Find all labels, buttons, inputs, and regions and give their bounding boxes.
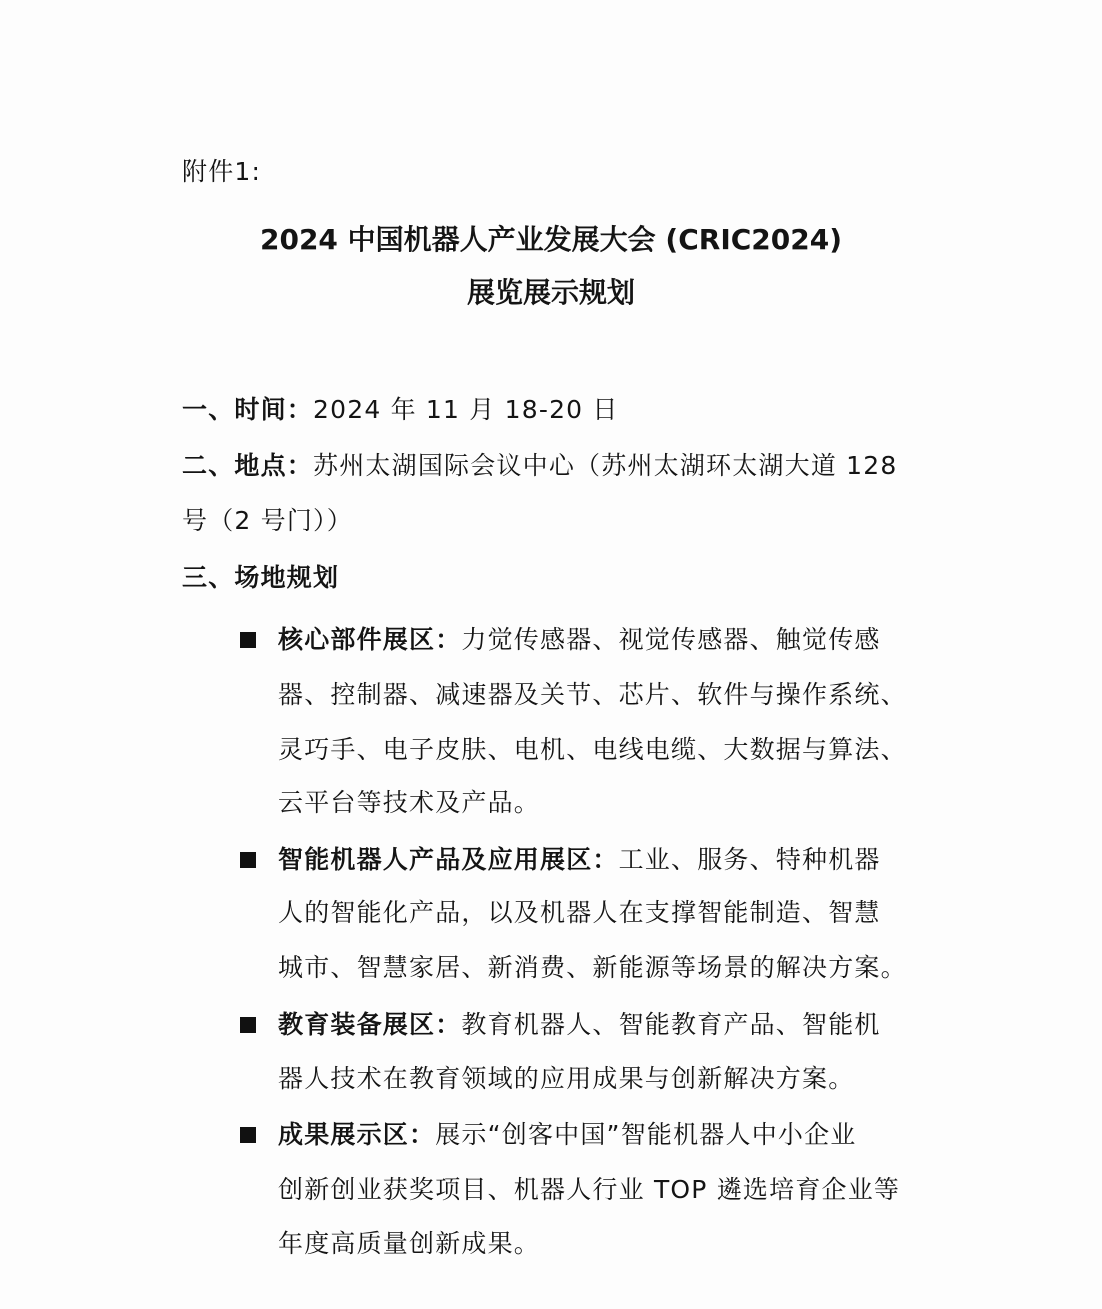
section-location-cont: 号（2 号门））: [182, 506, 353, 535]
bullet-icon: [240, 852, 256, 868]
zone-achievements: [278, 1120, 857, 1150]
section-location: [182, 451, 897, 481]
zone-text: 灵巧手、电子皮肤、电机、电线电缆、大数据与算法、: [278, 735, 907, 764]
bullet-icon: [240, 1017, 256, 1033]
section-label: 二、地点：: [182, 451, 314, 480]
zone-label: 核心部件展区：: [278, 625, 462, 654]
zone-text: 器、控制器、减速器及关节、芯片、软件与操作系统、: [278, 680, 907, 709]
title-line-1: 2024 中国机器人产业发展大会 (CRIC2024): [259, 223, 843, 256]
bullet-icon: [240, 632, 256, 648]
zone-intelligent-robots: [278, 845, 881, 875]
zone-education: [278, 1010, 881, 1040]
zone-core-components: [278, 625, 881, 655]
section-text: 2024 年 11 月 18-20 日: [313, 395, 619, 424]
zone-text: 展示“创客中国”智能机器人中小企业: [435, 1120, 857, 1149]
title-line-2: 展览展示规划: [466, 276, 635, 309]
section-text: 苏州太湖国际会议中心（苏州太湖环太湖大道 128: [313, 451, 898, 480]
zone-text: 创新创业获奖项目、机器人行业 TOP 遴选培育企业等: [278, 1175, 901, 1204]
zone-text: 城市、智慧家居、新消费、新能源等场景的解决方案。: [278, 953, 907, 982]
section-label: 一、时间：: [182, 395, 314, 424]
section-venue-plan: 三、场地规划: [182, 563, 340, 592]
zone-label: 成果展示区：: [278, 1120, 436, 1149]
attachment-label: 附件1:: [182, 157, 262, 186]
zone-text: 教育机器人、智能教育产品、智能机: [461, 1010, 881, 1039]
section-time: [182, 395, 619, 425]
zone-text: 年度高质量创新成果。: [278, 1229, 541, 1258]
zone-label: 教育装备展区：: [278, 1010, 462, 1039]
zone-text: 力觉传感器、视觉传感器、触觉传感: [461, 625, 881, 654]
zone-label: 智能机器人产品及应用展区：: [278, 845, 619, 874]
bullet-icon: [240, 1127, 256, 1143]
zone-text: 器人技术在教育领域的应用成果与创新解决方案。: [278, 1064, 855, 1093]
zone-text: 人的智能化产品，以及机器人在支撑智能制造、智慧: [278, 898, 881, 927]
zone-text: 云平台等技术及产品。: [278, 788, 541, 817]
zone-text: 工业、服务、特种机器: [618, 845, 881, 874]
